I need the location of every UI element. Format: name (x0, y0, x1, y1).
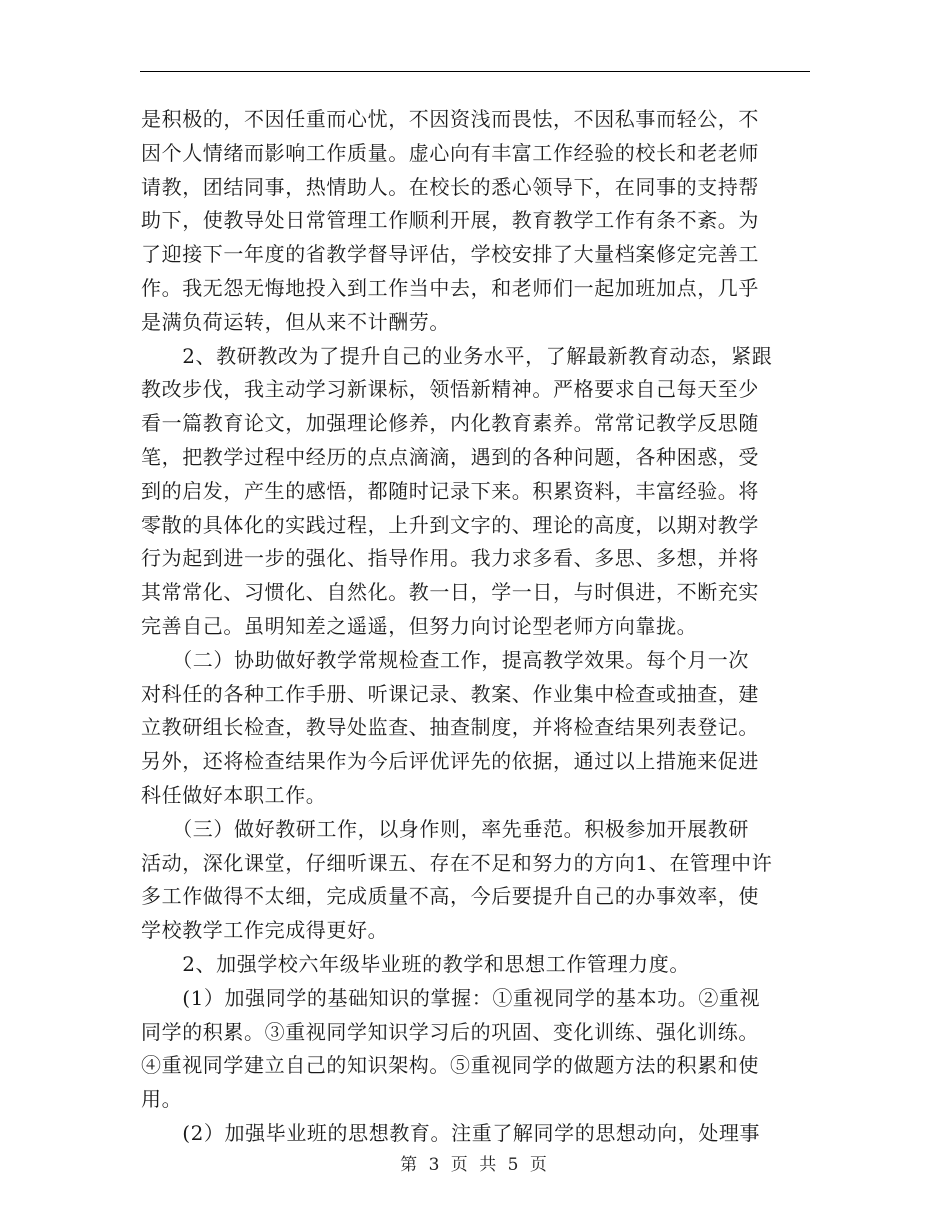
text-line: 2、加强学校六年级毕业班的教学和思想工作管理力度。 (141, 951, 690, 976)
text-line: （二）协助做好教学常规检查工作，提高教学效果。每个月一次 (141, 647, 749, 672)
text-line: 2、教研教改为了提升自己的业务水平，了解最新教育动态，紧跟 (141, 343, 773, 368)
text-line: 是满负荷运转，但从来不计酬劳。 (141, 309, 450, 334)
text-line: 多工作做得不太细，完成质量不高，今后要提升自己的办事效率，使 (141, 884, 759, 909)
text-line: 了迎接下一年度的省教学督导评估，学校安排了大量档案修定完善工 (141, 242, 759, 267)
text-line: 另外，还将检查结果作为今后评优评先的依据，通过以上措施来促进 (141, 749, 759, 774)
text-line: 因个人情绪而影响工作质量。虚心向有丰富工作经验的校长和老老师 (141, 140, 759, 165)
text-line: 科任做好本职工作。 (141, 782, 327, 807)
header-rule (140, 71, 810, 72)
text-line: 用。 (141, 1087, 183, 1112)
text-line: 看一篇教育论文，加强理论修养，内化教育素养。常常记教学反思随 (141, 411, 759, 436)
text-line: 立教研组长检查，教导处监查、抽查制度，并将检查结果列表登记。 (141, 715, 759, 740)
page-number-footer: 第 3 页 共 5 页 (400, 1155, 550, 1175)
text-line: 对科任的各种工作手册、听课记录、教案、作业集中检查或抽查，建 (141, 681, 759, 706)
body-text (141, 103, 811, 1151)
text-line: (2）加强毕业班的思想教育。注重了解同学的思想动向，处理事 (141, 1120, 761, 1145)
text-line: ④重视同学建立自己的知识架构。⑤重视同学的做题方法的积累和使 (141, 1053, 759, 1078)
text-line: 作。我无怨无悔地投入到工作当中去，和老师们一起加班加点，几乎 (141, 275, 759, 300)
text-line: 同学的积累。③重视同学知识学习后的巩固、变化训练、强化训练。 (141, 1019, 759, 1044)
text-line: （三）做好教研工作，以身作则，率先垂范。积极参加开展教研 (141, 816, 749, 841)
text-line: 笔，把教学过程中经历的点点滴滴，遇到的各种问题，各种困惑，受 (141, 444, 759, 469)
text-line: 完善自己。虽明知差之遥遥，但努力向讨论型老师方向靠拢。 (141, 613, 698, 638)
text-line: 请教，团结同事，热情助人。在校长的悉心领导下，在同事的支持帮 (141, 174, 759, 199)
text-line: 是积极的，不因任重而心忧，不因资浅而畏怯，不因私事而轻公，不 (141, 107, 759, 131)
text-line: 教改步伐，我主动学习新课标，领悟新精神。严格要求自己每天至少 (141, 377, 759, 402)
text-line: 行为起到进一步的强化、指导作用。我力求多看、多思、多想，并将 (141, 546, 759, 571)
text-line: 到的启发，产生的感悟，都随时记录下来。积累资料，丰富经验。将 (141, 478, 759, 503)
text-line: (1）加强同学的基础知识的掌握：①重视同学的基本功。②重视 (141, 985, 761, 1010)
text-line: 活动，深化课堂，仔细听课五、存在不足和努力的方向1、在管理中许 (141, 850, 773, 875)
text-line: 零散的具体化的实践过程，上升到文字的、理论的高度，以期对教学 (141, 512, 759, 537)
text-line: 其常常化、习惯化、自然化。教一日，学一日，与时俱进，不断充实 (141, 580, 759, 605)
text-line: 学校教学工作完成得更好。 (141, 918, 389, 943)
text-line: 助下，使教导处日常管理工作顺利开展，教育教学工作有条不紊。为 (141, 208, 759, 233)
